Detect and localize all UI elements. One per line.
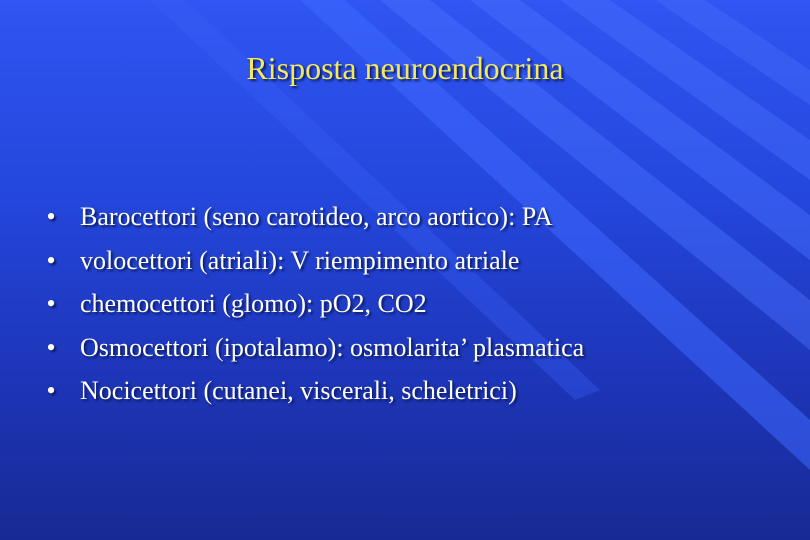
- bullet-list: [0, 195, 810, 413]
- bullet-icon: •: [46, 376, 56, 405]
- list-item: [0, 282, 810, 326]
- bullet-icon: •: [46, 245, 56, 275]
- list-item: [0, 326, 810, 370]
- list-item: [0, 239, 810, 283]
- list-item: [0, 195, 810, 239]
- bullet-text: Barocettori (seno carotideo, arco aortico): PA: [80, 202, 553, 231]
- bullet-icon: •: [46, 289, 56, 318]
- list-item: [0, 369, 810, 413]
- bullet-icon: •: [46, 202, 56, 231]
- slide-title: Risposta neuroendocrina: [246, 50, 564, 86]
- bullet-text: chemocettori (glomo): pO2, CO2: [80, 289, 427, 318]
- bullet-icon: •: [46, 332, 56, 362]
- bullet-text: Nocicettori (cutanei, viscerali, scheletrici): [80, 376, 517, 405]
- bullet-text: volocettori (atriali): V riempimento atriale: [80, 245, 520, 275]
- bullet-text: Osmocettori (ipotalamo): osmolarita’ plasmatica: [80, 332, 585, 362]
